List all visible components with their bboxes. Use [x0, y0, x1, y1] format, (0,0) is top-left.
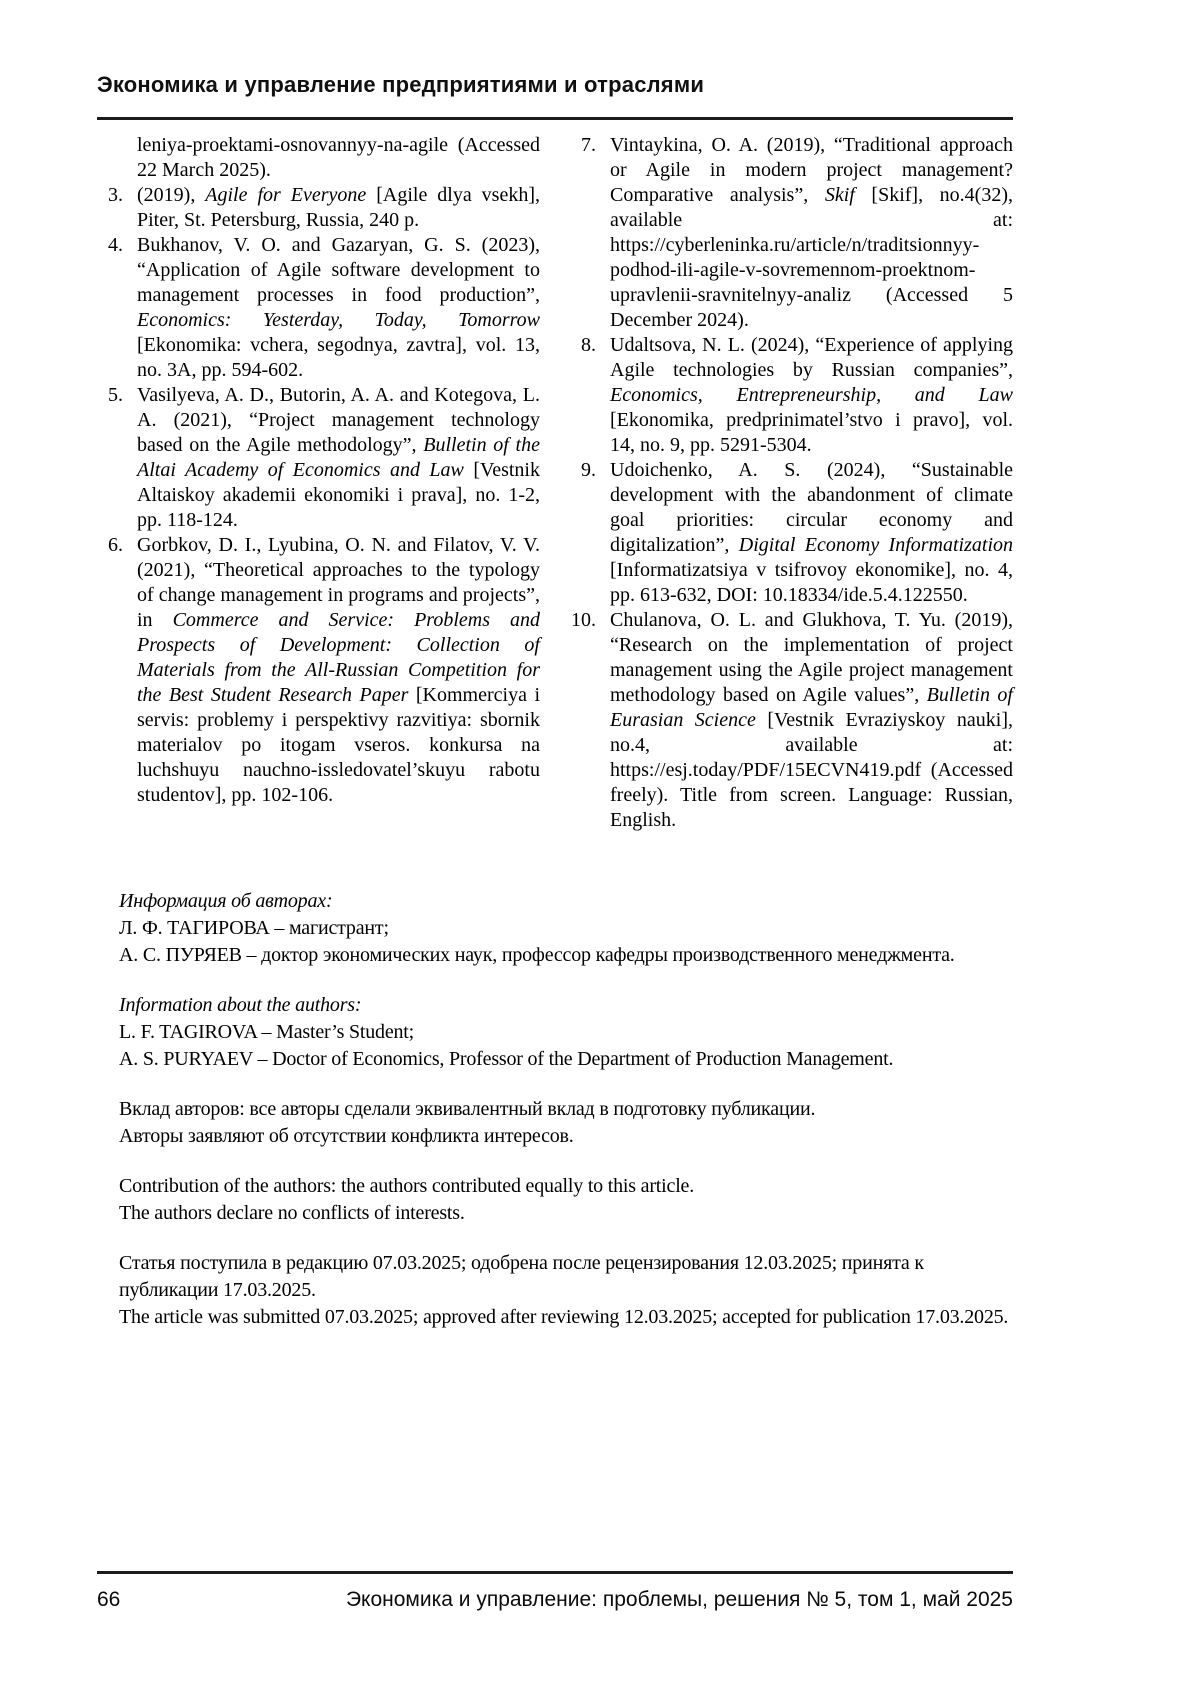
reference-number: 5.	[108, 384, 123, 406]
author-info-section	[97, 888, 1013, 1354]
reference-title-italic: Skif	[824, 184, 855, 206]
reference-title-italic: Economics: Yesterday, Today, Tomorrow	[137, 309, 540, 331]
author-info-line: A. S. PURYAEV – Doctor of Economics, Professor of the Department of Production Management.	[119, 1048, 894, 1070]
author-info-line: А. С. ПУРЯЕВ – доктор экономических наук, профессор кафедры производственного менеджмента.	[119, 944, 955, 966]
reference-text-segment: leniya-proektami-osnovannyy-na-agile (Accessed 22 March 2025).	[137, 134, 540, 181]
reference-text	[610, 333, 1013, 458]
reference-text	[137, 383, 540, 533]
reference-number: 4.	[108, 234, 123, 256]
reference-text	[137, 183, 540, 233]
reference-text	[137, 233, 540, 383]
reference-number: 6.	[108, 534, 123, 556]
author-info-line: Л. Ф. ТАГИРОВА – магистрант;	[119, 917, 389, 939]
reference-number: 10.	[571, 609, 596, 631]
reference-number: 7.	[581, 134, 596, 156]
reference-text-segment: Vasilyeva, A. D., Butorin, A. A. and Kotegova, L. A. (2021), “Project management technology based on the Agile methodology”,	[137, 384, 540, 456]
author-info-block	[119, 888, 1013, 969]
author-info-line: Вклад авторов: все авторы сделали эквивалентный вклад в подготовку публикации.	[119, 1098, 816, 1120]
author-info-line: Contribution of the authors: the authors contributed equally to this article.	[119, 1175, 695, 1197]
reference-text-segment: [Vestnik Altaiskoy akademii ekonomiki i prava], no. 1-2, pp. 118-124.	[137, 459, 540, 531]
reference-item	[97, 533, 540, 808]
reference-text	[610, 133, 1013, 333]
reference-title-italic: Bulletin of the Altai Academy of Economics and Law	[137, 434, 540, 481]
reference-text	[137, 533, 540, 808]
author-info-heading: Информация об авторах:	[119, 890, 333, 912]
reference-text-segment: [Agile dlya vsekh], Piter, St. Petersburg, Russia, 240 p.	[137, 184, 540, 231]
author-info-line: L. F. TAGIROVA – Master’s Student;	[119, 1021, 415, 1043]
reference-title-italic: Agile for Everyone	[205, 184, 367, 206]
reference-number	[97, 133, 137, 183]
reference-text-segment: Chulanova, O. L. and Glukhova, T. Yu. (2019), “Research on the implementation of project management using the Agile project management methodology based on Agile values”,	[610, 609, 1013, 706]
reference-text-segment: Udaltsova, N. L. (2024), “Experience of applying Agile technologies by Russian companies”,	[610, 334, 1013, 381]
page-number: 66	[97, 1588, 121, 1611]
footer-rule	[97, 1571, 1013, 1574]
author-info-block	[119, 992, 1013, 1073]
reference-text-segment: [Vestnik Evraziyskoy nauki], no.4, available at: https://esj.today/PDF/15ECVN419.pdf (Accessed freely). Title from screen. Language: Russian, English.	[610, 709, 1013, 831]
running-head-title: Экономика и управление предприятиями и отраслями	[97, 72, 705, 97]
reference-text-segment: [Informatizatsiya v tsifrovoy ekonomike], no. 4, pp. 613-632, DOI: 10.18334/ide.5.4.122550.	[610, 559, 1013, 606]
reference-text-segment: (2019),	[137, 184, 206, 206]
references-column-left	[97, 133, 540, 833]
references-column-right	[570, 133, 1013, 833]
reference-title-italic: Bulletin of Eurasian Science	[610, 684, 1013, 731]
author-info-line: Статья поступила в редакцию 07.03.2025; одобрена после рецензирования 12.03.2025; принята к публикации 17.03.2025.	[119, 1252, 924, 1301]
reference-text	[137, 133, 540, 183]
reference-number: 9.	[581, 459, 596, 481]
reference-item	[570, 458, 1013, 608]
reference-text-segment: Vintaykina, O. A. (2019), “Traditional approach or Agile in modern project management? Comparative analysis”,	[610, 134, 1013, 206]
reference-text	[610, 458, 1013, 608]
reference-title-italic: Digital Economy Informatization	[738, 534, 1014, 556]
author-info-line: Авторы заявляют об отсутствии конфликта интересов.	[119, 1125, 574, 1147]
author-info-block	[119, 1250, 1013, 1331]
reference-title-italic: Economics, Entrepreneurship, and Law	[610, 384, 1013, 406]
author-info-heading: Information about the authors:	[119, 994, 362, 1016]
reference-number: 3.	[108, 184, 123, 206]
reference-text-segment: [Kommerciya i servis: problemy i perspektivy razvitiya: sbornik materialov po itogam vseros. konkursa na luchshuyu nauchno-issledovatel’skuyu rabotu studentov], pp. 102-106.	[137, 684, 541, 806]
header-rule	[97, 117, 1013, 120]
author-info-line: The authors declare no conflicts of interests.	[119, 1202, 465, 1224]
reference-text-segment: [Skif], no.4(32), available at: https://cyberleninka.ru/article/n/traditsionnyy-podhod-ili-agile-v-sovremennom-proektnom-upravlenii-sravnitelnyy-analiz (Accessed 5 December 2024).	[610, 184, 1013, 331]
reference-item	[97, 183, 540, 233]
reference-text-segment: Bukhanov, V. O. and Gazaryan, G. S. (2023), “Application of Agile software development to management processes in food production”,	[137, 234, 540, 306]
reference-text-segment: [Ekonomika, predprinimatel’stvo i pravo], vol. 14, no. 9, pp. 5291-5304.	[610, 409, 1013, 456]
reference-item	[97, 383, 540, 533]
reference-item	[570, 133, 1013, 333]
reference-text-segment: Gorbkov, D. I., Lyubina, O. N. and Filatov, V. V. (2021), “Theoretical approaches to the typology of change management in programs and projects”, in	[137, 534, 540, 631]
reference-title-italic: Commerce and Service: Problems and Prospects of Development: Collection of Materials from the All-Russian Competition for the Best Student Research Paper	[137, 609, 541, 706]
author-info-line: The article was submitted 07.03.2025; approved after reviewing 12.03.2025; accepted for publication 17.03.2025.	[119, 1306, 1009, 1328]
page-footer	[97, 1588, 1013, 1612]
author-info-block	[119, 1173, 1013, 1227]
reference-item	[97, 133, 540, 183]
reference-text	[610, 608, 1013, 833]
reference-text-segment: [Ekonomika: vchera, segodnya, zavtra], vol. 13, no. 3A, pp. 594-602.	[137, 334, 540, 381]
reference-item	[97, 233, 540, 383]
references-section	[97, 133, 1013, 833]
journal-title-footer: Экономика и управление: проблемы, решения № 5, том 1, май 2025	[345, 1588, 1013, 1611]
reference-number: 8.	[581, 334, 596, 356]
reference-text-segment: Udoichenko, A. S. (2024), “Sustainable development with the abandonment of climate goal priorities: circular economy and digitalization”,	[610, 459, 1013, 556]
reference-item	[570, 608, 1013, 833]
reference-item	[570, 333, 1013, 458]
author-info-block	[119, 1096, 1013, 1150]
